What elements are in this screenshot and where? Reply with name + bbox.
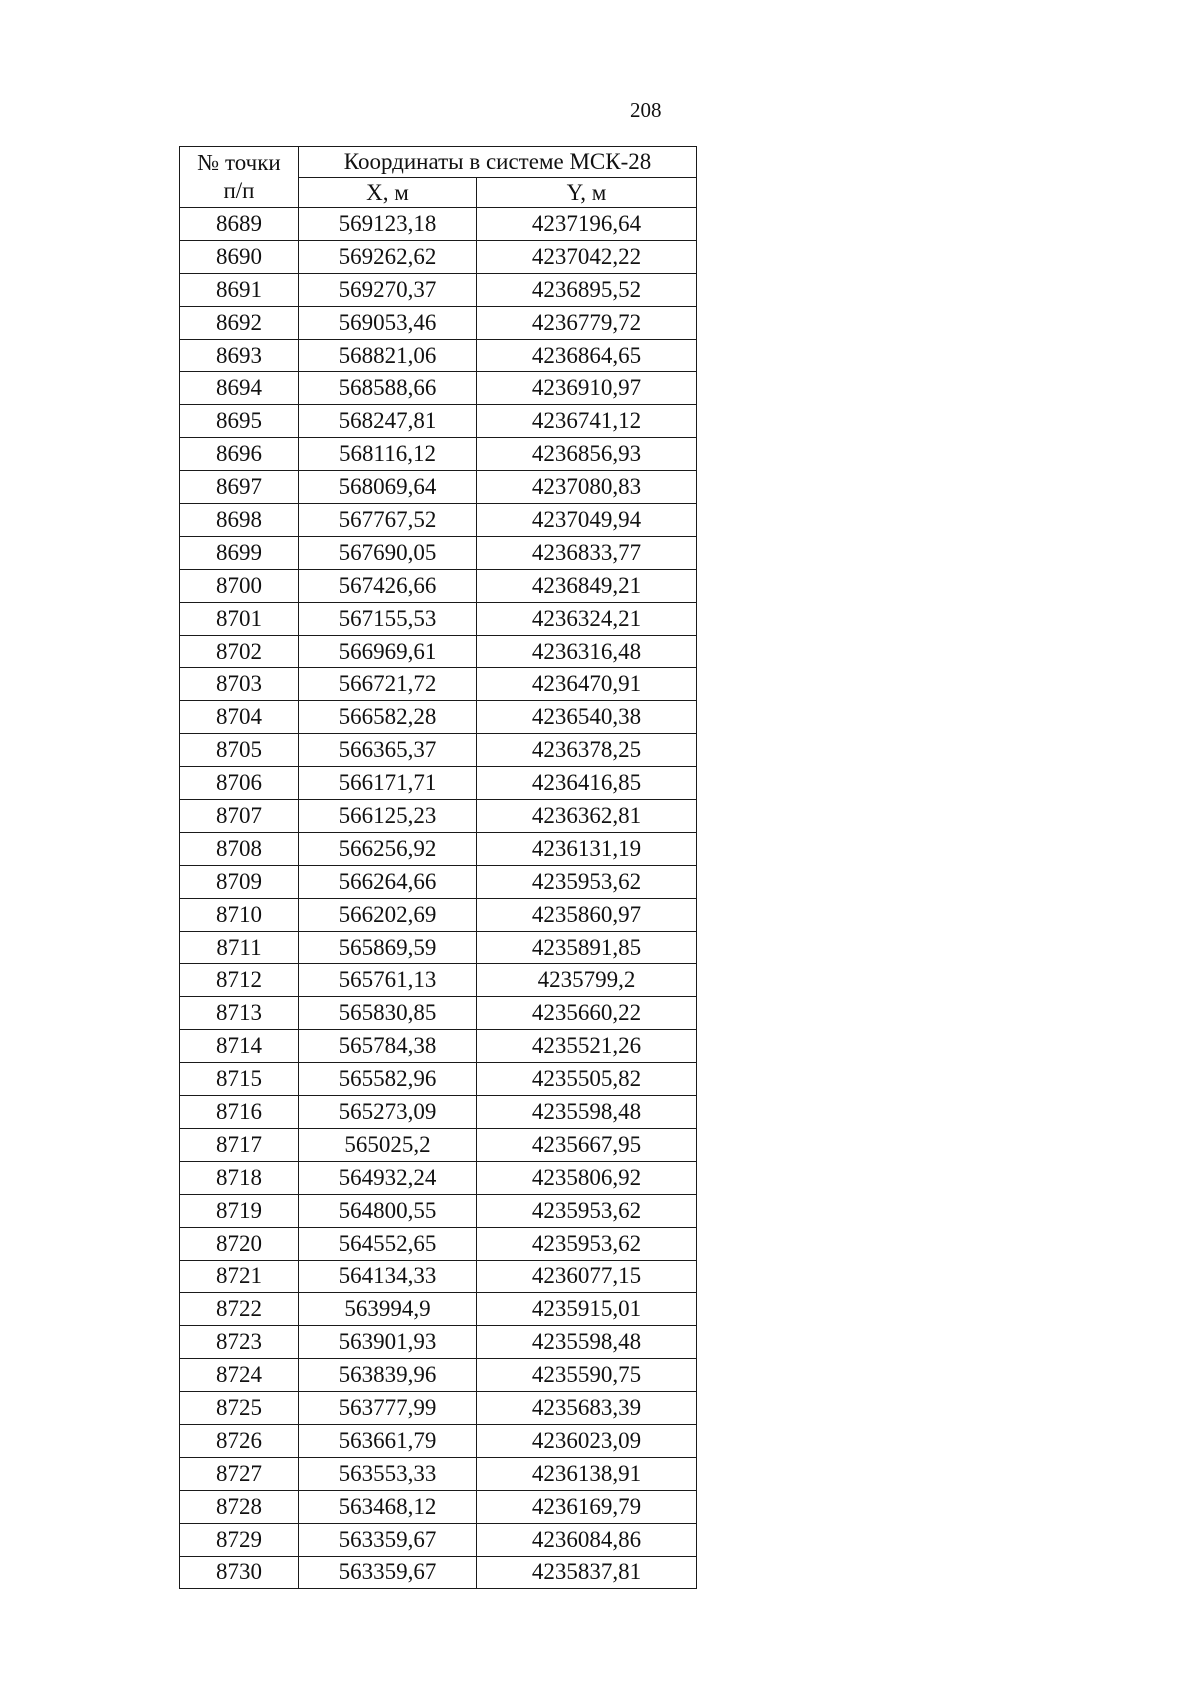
point-number-header-line1: № точки <box>197 150 281 175</box>
x-coordinate-cell: 566264,66 <box>299 865 477 898</box>
y-coordinate-cell: 4235953,62 <box>477 865 697 898</box>
point-number-cell: 8703 <box>180 668 299 701</box>
point-number-cell: 8730 <box>180 1556 299 1589</box>
y-coordinate-cell: 4235953,62 <box>477 1227 697 1260</box>
x-coordinate-cell: 568821,06 <box>299 339 477 372</box>
y-coordinate-cell: 4236324,21 <box>477 602 697 635</box>
table-row <box>180 1227 697 1260</box>
y-coordinate-cell: 4237049,94 <box>477 504 697 537</box>
point-number-cell: 8707 <box>180 800 299 833</box>
table-row <box>180 1457 697 1490</box>
table-row <box>180 865 697 898</box>
table-row <box>180 208 697 241</box>
y-coordinate-cell: 4236470,91 <box>477 668 697 701</box>
x-coordinate-cell: 565582,96 <box>299 1063 477 1096</box>
table-row <box>180 1392 697 1425</box>
y-coordinate-cell: 4236833,77 <box>477 536 697 569</box>
point-number-cell: 8716 <box>180 1096 299 1129</box>
point-number-cell: 8726 <box>180 1424 299 1457</box>
table-row <box>180 1293 697 1326</box>
x-coordinate-cell: 565869,59 <box>299 931 477 964</box>
point-number-cell: 8721 <box>180 1260 299 1293</box>
x-coordinate-cell: 565761,13 <box>299 964 477 997</box>
x-coordinate-cell: 564800,55 <box>299 1194 477 1227</box>
table-row <box>180 668 697 701</box>
point-number-cell: 8723 <box>180 1326 299 1359</box>
point-number-cell: 8694 <box>180 372 299 405</box>
x-coordinate-cell: 563839,96 <box>299 1359 477 1392</box>
table-row <box>180 964 697 997</box>
table-row <box>180 536 697 569</box>
x-coordinate-cell: 569270,37 <box>299 273 477 306</box>
x-coordinate-cell: 564552,65 <box>299 1227 477 1260</box>
y-coordinate-cell: 4235953,62 <box>477 1194 697 1227</box>
table-row <box>180 1096 697 1129</box>
point-number-cell: 8699 <box>180 536 299 569</box>
coordinates-table <box>179 146 697 1589</box>
x-coordinate-cell: 566171,71 <box>299 767 477 800</box>
x-coordinate-cell: 567767,52 <box>299 504 477 537</box>
point-number-cell: 8729 <box>180 1523 299 1556</box>
table-row <box>180 767 697 800</box>
table-row <box>180 569 697 602</box>
x-column-header: X, м <box>299 178 477 208</box>
x-coordinate-cell: 566365,37 <box>299 734 477 767</box>
table-row <box>180 471 697 504</box>
table-row <box>180 832 697 865</box>
table-row <box>180 1260 697 1293</box>
y-coordinate-cell: 4235837,81 <box>477 1556 697 1589</box>
x-coordinate-cell: 568588,66 <box>299 372 477 405</box>
point-number-cell: 8698 <box>180 504 299 537</box>
x-coordinate-cell: 566969,61 <box>299 635 477 668</box>
table-row <box>180 372 697 405</box>
table-row <box>180 1326 697 1359</box>
x-coordinate-cell: 563901,93 <box>299 1326 477 1359</box>
point-number-cell: 8712 <box>180 964 299 997</box>
table-row <box>180 339 697 372</box>
x-coordinate-cell: 563553,33 <box>299 1457 477 1490</box>
table-row <box>180 306 697 339</box>
x-coordinate-cell: 569123,18 <box>299 208 477 241</box>
y-coordinate-cell: 4236077,15 <box>477 1260 697 1293</box>
point-number-cell: 8709 <box>180 865 299 898</box>
y-coordinate-cell: 4236362,81 <box>477 800 697 833</box>
table-header <box>180 147 697 208</box>
point-number-cell: 8704 <box>180 701 299 734</box>
y-coordinate-cell: 4235915,01 <box>477 1293 697 1326</box>
point-number-cell: 8714 <box>180 1030 299 1063</box>
x-coordinate-cell: 565025,2 <box>299 1128 477 1161</box>
y-coordinate-cell: 4236084,86 <box>477 1523 697 1556</box>
point-number-cell: 8693 <box>180 339 299 372</box>
point-number-cell: 8705 <box>180 734 299 767</box>
table-row <box>180 504 697 537</box>
y-coordinate-cell: 4235590,75 <box>477 1359 697 1392</box>
x-coordinate-cell: 568247,81 <box>299 405 477 438</box>
x-coordinate-cell: 563468,12 <box>299 1490 477 1523</box>
x-coordinate-cell: 564134,33 <box>299 1260 477 1293</box>
y-coordinate-cell: 4236131,19 <box>477 832 697 865</box>
table-row <box>180 1424 697 1457</box>
point-number-cell: 8727 <box>180 1457 299 1490</box>
x-coordinate-cell: 566125,23 <box>299 800 477 833</box>
y-coordinate-cell: 4236895,52 <box>477 273 697 306</box>
x-coordinate-cell: 563777,99 <box>299 1392 477 1425</box>
x-coordinate-cell: 563661,79 <box>299 1424 477 1457</box>
point-number-cell: 8700 <box>180 569 299 602</box>
point-number-cell: 8689 <box>180 208 299 241</box>
table-row <box>180 273 697 306</box>
y-coordinate-cell: 4236023,09 <box>477 1424 697 1457</box>
y-coordinate-cell: 4236540,38 <box>477 701 697 734</box>
y-coordinate-cell: 4235505,82 <box>477 1063 697 1096</box>
point-number-cell: 8697 <box>180 471 299 504</box>
table-row <box>180 635 697 668</box>
x-coordinate-cell: 565830,85 <box>299 997 477 1030</box>
y-coordinate-cell: 4237080,83 <box>477 471 697 504</box>
x-coordinate-cell: 567426,66 <box>299 569 477 602</box>
y-coordinate-cell: 4236910,97 <box>477 372 697 405</box>
page-number: 208 <box>630 98 662 122</box>
x-coordinate-cell: 565784,38 <box>299 1030 477 1063</box>
point-number-header-line2: п/п <box>223 178 255 203</box>
point-number-cell: 8720 <box>180 1227 299 1260</box>
x-coordinate-cell: 563359,67 <box>299 1523 477 1556</box>
y-coordinate-cell: 4235806,92 <box>477 1161 697 1194</box>
x-coordinate-cell: 563359,67 <box>299 1556 477 1589</box>
x-coordinate-cell: 569262,62 <box>299 240 477 273</box>
x-coordinate-cell: 568069,64 <box>299 471 477 504</box>
table-row <box>180 438 697 471</box>
y-coordinate-cell: 4235860,97 <box>477 898 697 931</box>
point-number-cell: 8695 <box>180 405 299 438</box>
y-coordinate-cell: 4235598,48 <box>477 1096 697 1129</box>
point-number-cell: 8722 <box>180 1293 299 1326</box>
x-coordinate-cell: 569053,46 <box>299 306 477 339</box>
point-number-cell: 8713 <box>180 997 299 1030</box>
table-row <box>180 240 697 273</box>
y-coordinate-cell: 4235799,2 <box>477 964 697 997</box>
point-number-cell: 8691 <box>180 273 299 306</box>
point-number-cell: 8711 <box>180 931 299 964</box>
x-coordinate-cell: 567690,05 <box>299 536 477 569</box>
x-coordinate-cell: 566582,28 <box>299 701 477 734</box>
y-coordinate-cell: 4235598,48 <box>477 1326 697 1359</box>
table-row <box>180 997 697 1030</box>
y-coordinate-cell: 4235891,85 <box>477 931 697 964</box>
y-coordinate-cell: 4235521,26 <box>477 1030 697 1063</box>
table-row <box>180 1523 697 1556</box>
point-number-cell: 8690 <box>180 240 299 273</box>
table-row <box>180 1556 697 1589</box>
point-number-cell: 8717 <box>180 1128 299 1161</box>
table-row <box>180 1194 697 1227</box>
y-coordinate-cell: 4236779,72 <box>477 306 697 339</box>
x-coordinate-cell: 566721,72 <box>299 668 477 701</box>
y-coordinate-cell: 4235667,95 <box>477 1128 697 1161</box>
table-row <box>180 734 697 767</box>
x-coordinate-cell: 566202,69 <box>299 898 477 931</box>
table-row <box>180 1128 697 1161</box>
table-body <box>180 208 697 1589</box>
point-number-cell: 8701 <box>180 602 299 635</box>
x-coordinate-cell: 565273,09 <box>299 1096 477 1129</box>
y-coordinate-cell: 4236864,65 <box>477 339 697 372</box>
point-number-cell: 8725 <box>180 1392 299 1425</box>
table-row <box>180 800 697 833</box>
table-row <box>180 701 697 734</box>
y-coordinate-cell: 4236316,48 <box>477 635 697 668</box>
point-number-cell: 8692 <box>180 306 299 339</box>
table-row <box>180 1359 697 1392</box>
point-number-header <box>180 147 299 208</box>
table-row <box>180 1063 697 1096</box>
y-coordinate-cell: 4236741,12 <box>477 405 697 438</box>
y-coordinate-cell: 4235683,39 <box>477 1392 697 1425</box>
table-row <box>180 1030 697 1063</box>
point-number-cell: 8724 <box>180 1359 299 1392</box>
y-column-header: Y, м <box>477 178 697 208</box>
y-coordinate-cell: 4236138,91 <box>477 1457 697 1490</box>
coordinate-system-header: Координаты в системе МСК-28 <box>299 147 697 178</box>
table-row <box>180 931 697 964</box>
point-number-cell: 8728 <box>180 1490 299 1523</box>
y-coordinate-cell: 4235660,22 <box>477 997 697 1030</box>
table-row <box>180 602 697 635</box>
point-number-cell: 8696 <box>180 438 299 471</box>
x-coordinate-cell: 566256,92 <box>299 832 477 865</box>
x-coordinate-cell: 563994,9 <box>299 1293 477 1326</box>
y-coordinate-cell: 4236849,21 <box>477 569 697 602</box>
x-coordinate-cell: 568116,12 <box>299 438 477 471</box>
point-number-cell: 8715 <box>180 1063 299 1096</box>
y-coordinate-cell: 4236416,85 <box>477 767 697 800</box>
x-coordinate-cell: 564932,24 <box>299 1161 477 1194</box>
point-number-cell: 8702 <box>180 635 299 668</box>
table-row <box>180 405 697 438</box>
y-coordinate-cell: 4237196,64 <box>477 208 697 241</box>
y-coordinate-cell: 4236378,25 <box>477 734 697 767</box>
table-row <box>180 1490 697 1523</box>
point-number-cell: 8710 <box>180 898 299 931</box>
point-number-cell: 8719 <box>180 1194 299 1227</box>
y-coordinate-cell: 4236856,93 <box>477 438 697 471</box>
table-row <box>180 1161 697 1194</box>
table-row <box>180 898 697 931</box>
point-number-cell: 8708 <box>180 832 299 865</box>
point-number-cell: 8706 <box>180 767 299 800</box>
x-coordinate-cell: 567155,53 <box>299 602 477 635</box>
y-coordinate-cell: 4237042,22 <box>477 240 697 273</box>
point-number-cell: 8718 <box>180 1161 299 1194</box>
y-coordinate-cell: 4236169,79 <box>477 1490 697 1523</box>
